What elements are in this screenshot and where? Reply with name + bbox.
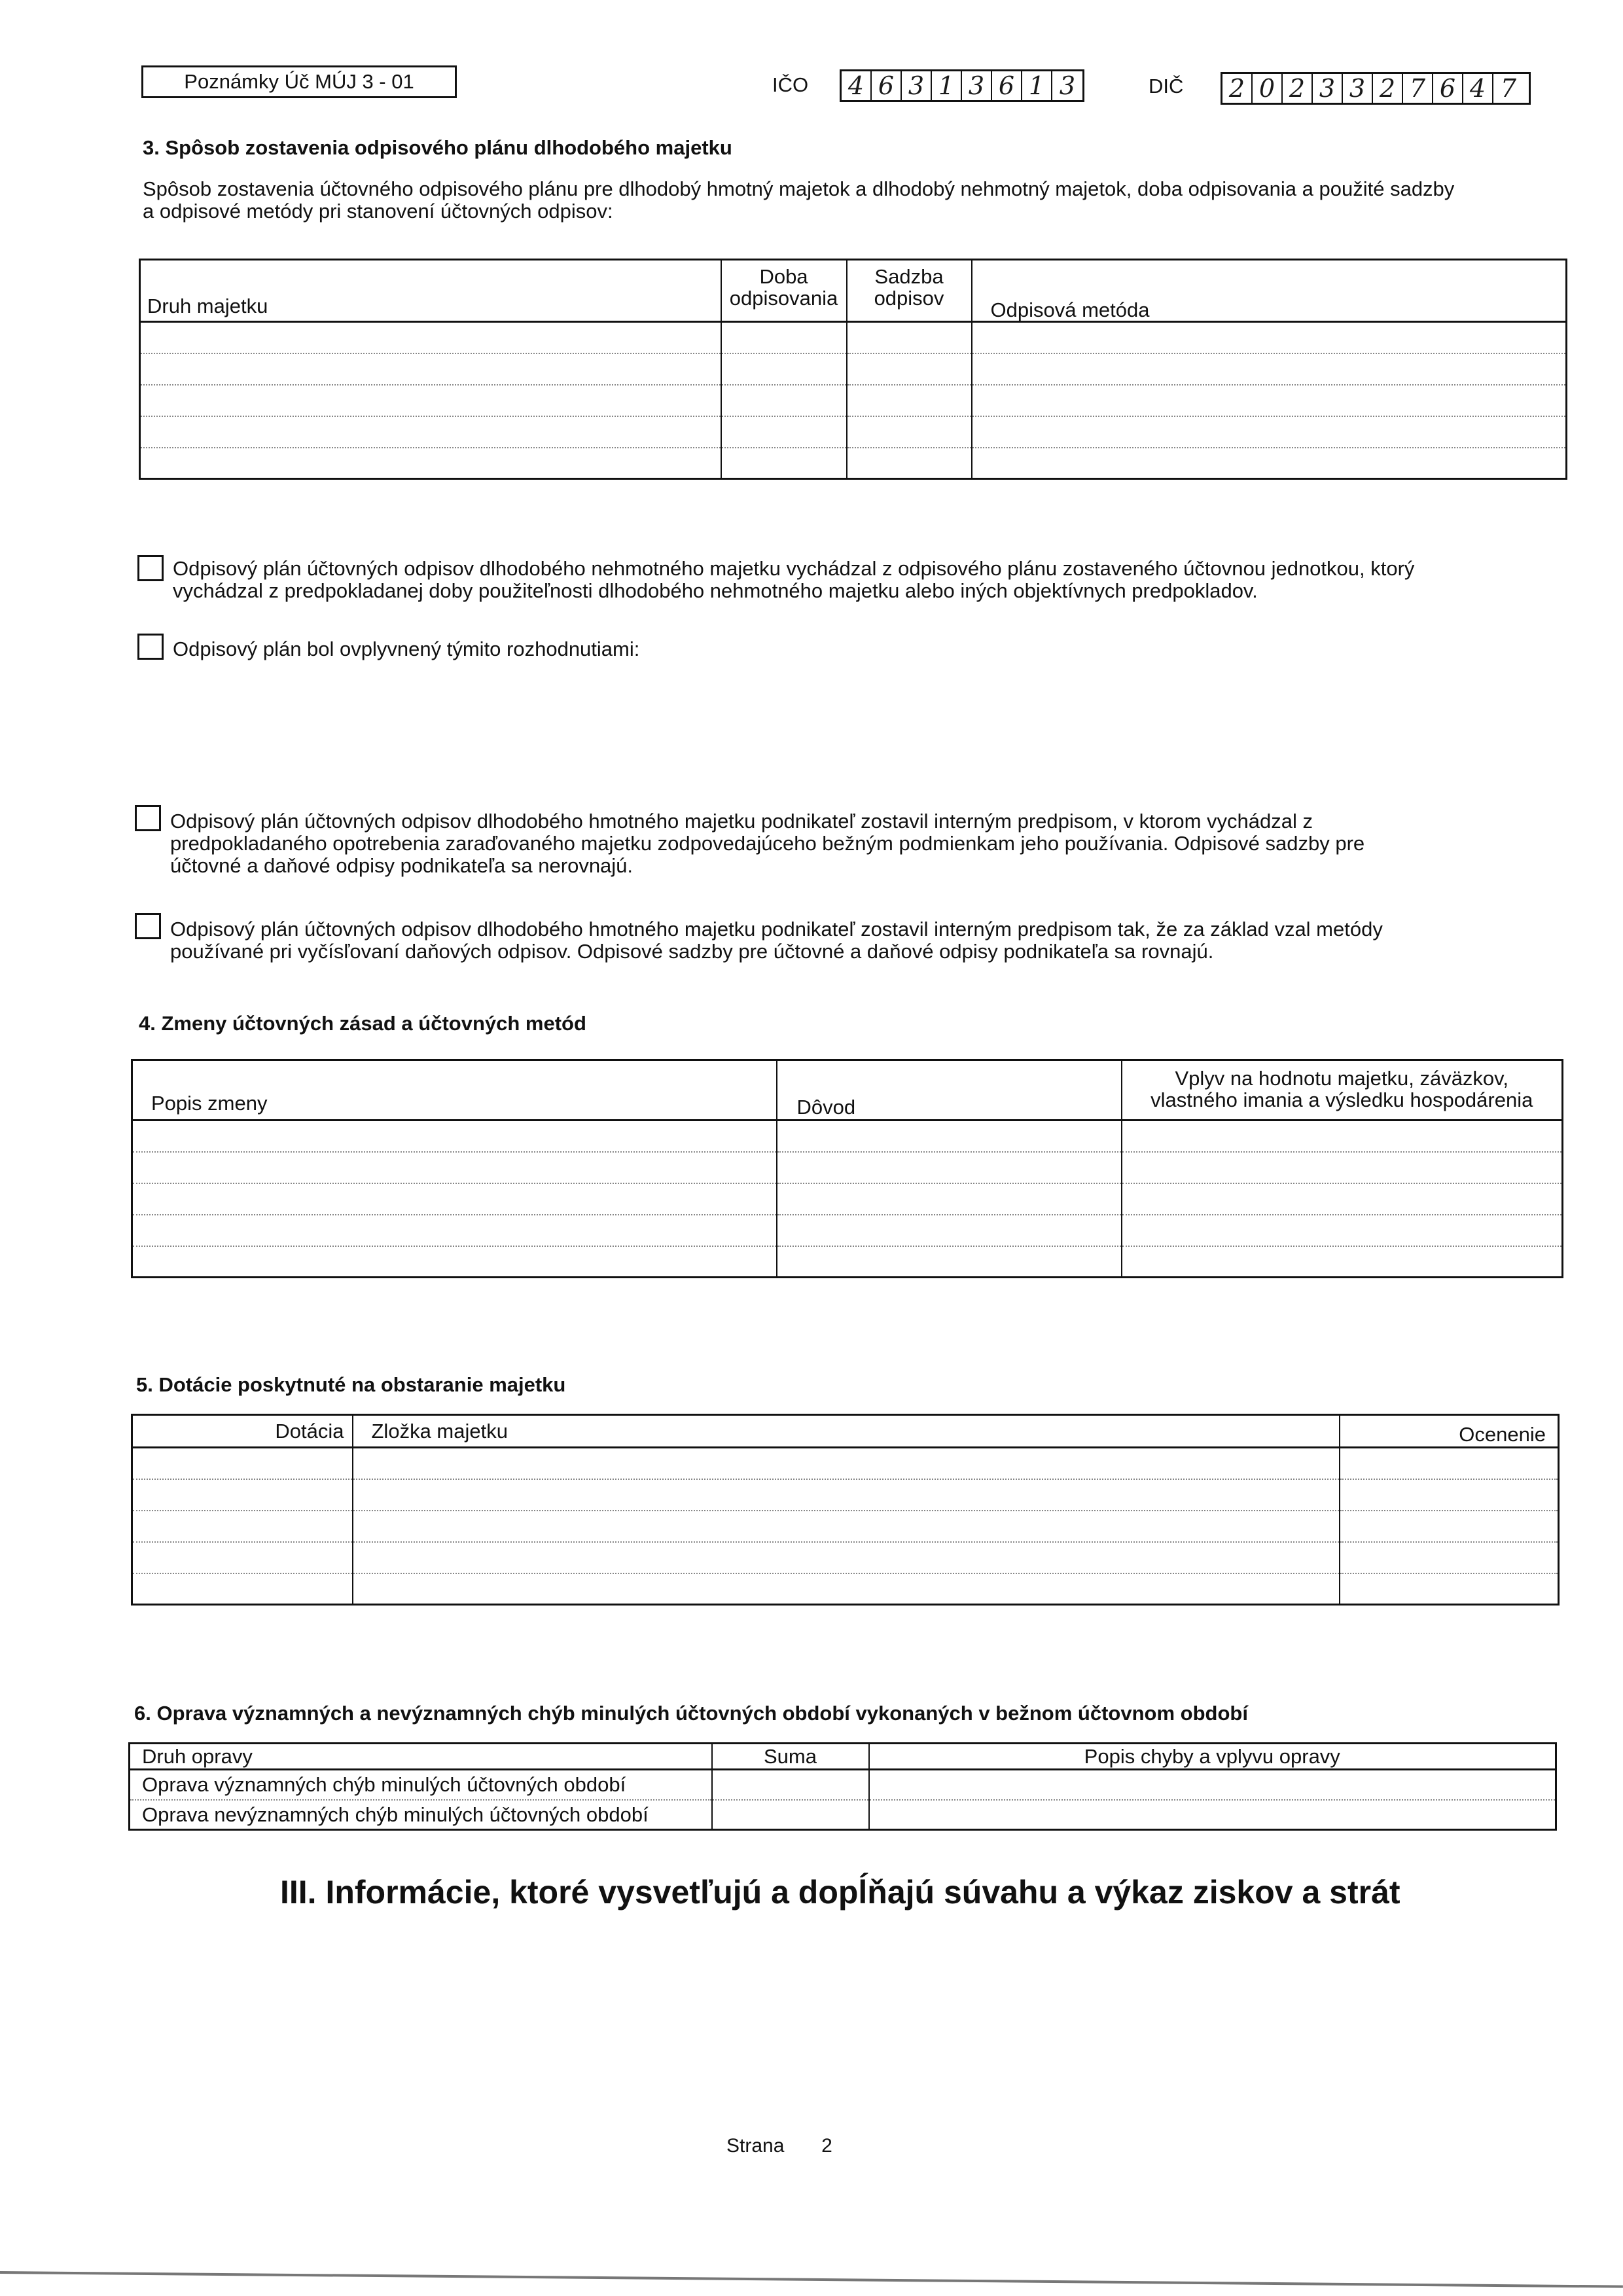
ico-digit[interactable]: 1: [932, 71, 962, 100]
table-row: [140, 353, 1567, 385]
cell-zlozka[interactable]: [353, 1542, 1340, 1573]
col-ocenenie: Ocenenie: [1340, 1415, 1559, 1448]
cell-metoda[interactable]: [972, 448, 1567, 479]
dic-digit[interactable]: 2: [1222, 74, 1253, 103]
col-sadzba-odpisov: [847, 260, 972, 322]
table-row: [132, 1542, 1559, 1573]
section-3-intro: [143, 178, 1569, 223]
checkbox-plan-influenced[interactable]: [137, 634, 164, 660]
section-4-title: 4. Zmeny účtovných zásad a účtovných metód: [139, 1012, 586, 1035]
cell-ocenenie[interactable]: [1340, 1573, 1559, 1605]
cell-popis[interactable]: [132, 1121, 777, 1152]
cell-popis[interactable]: [132, 1183, 777, 1215]
cell-popis[interactable]: [132, 1246, 777, 1278]
table-header-row: [132, 1060, 1563, 1121]
cell-metoda[interactable]: [972, 353, 1567, 385]
cell-druh-opravy: Oprava nevýznamných chýb minulých účtovných období: [130, 1800, 712, 1830]
cell-metoda[interactable]: [972, 322, 1567, 353]
table-row: [132, 1121, 1563, 1152]
cell-popis[interactable]: [132, 1152, 777, 1183]
cell-druh[interactable]: [140, 385, 721, 416]
dic-digit[interactable]: 3: [1343, 74, 1373, 103]
cell-doba[interactable]: [721, 353, 847, 385]
cell-popis-chyby[interactable]: [869, 1770, 1556, 1800]
section-6-title: 6. Oprava významných a nevýznamných chýb minulých účtovných období vykonaných v bežnom účtovnom období: [134, 1702, 1248, 1725]
table-row: [132, 1448, 1559, 1479]
cell-vplyv[interactable]: [1122, 1246, 1563, 1278]
table-row: [140, 385, 1567, 416]
cell-dovod[interactable]: [777, 1246, 1122, 1278]
cell-dovod[interactable]: [777, 1215, 1122, 1246]
part-3-title: III. Informácie, ktoré vysvetľujú a dopĺňajú súvahu a výkaz ziskov a strát: [280, 1874, 1400, 1910]
table-row: [140, 416, 1567, 448]
col-vplyv-line: vlastného imania a výsledku hospodárenia: [1150, 1088, 1533, 1111]
cell-dotacia[interactable]: [132, 1573, 353, 1605]
col-odpisova-metoda: Odpisová metóda: [972, 260, 1567, 322]
cell-sadzba[interactable]: [847, 448, 972, 479]
cell-metoda[interactable]: [972, 416, 1567, 448]
table-row: [140, 448, 1567, 479]
dic-digit[interactable]: 2: [1373, 74, 1403, 103]
cell-dotacia[interactable]: [132, 1511, 353, 1542]
cell-doba[interactable]: [721, 322, 847, 353]
checkbox-label-line: Odpisový plán účtovných odpisov dlhodobého hmotného majetku podnikateľ zostavil interným predpisom, v ktorom vychádzal z: [170, 810, 1313, 833]
cell-vplyv[interactable]: [1122, 1152, 1563, 1183]
cell-dotacia[interactable]: [132, 1542, 353, 1573]
col-sadzba-line: odpisov: [874, 287, 944, 310]
table-row: [132, 1573, 1559, 1605]
cell-popis[interactable]: [132, 1215, 777, 1246]
dic-digit[interactable]: 4: [1463, 74, 1493, 103]
dic-digit[interactable]: 6: [1433, 74, 1463, 103]
cell-zlozka[interactable]: [353, 1573, 1340, 1605]
section-5-title: 5. Dotácie poskytnuté na obstaranie majetku: [136, 1373, 566, 1396]
page-label: Strana: [726, 2135, 785, 2157]
cell-sadzba[interactable]: [847, 322, 972, 353]
cell-druh-opravy: Oprava významných chýb minulých účtovných období: [130, 1770, 712, 1800]
table-row: [130, 1800, 1556, 1830]
dic-digit[interactable]: 7: [1403, 74, 1433, 103]
cell-sadzba[interactable]: [847, 353, 972, 385]
cell-ocenenie[interactable]: [1340, 1448, 1559, 1479]
cell-vplyv[interactable]: [1122, 1121, 1563, 1152]
checkbox-label-line: predpokladaného opotrebenia zaraďovaného majetku zodpovedajúceho bežným podmienkam jeho používania. Odpisové sadzby pre: [170, 832, 1365, 855]
table-row: [130, 1770, 1556, 1800]
ico-digit[interactable]: 1: [1022, 71, 1052, 100]
checkbox-label-line: účtovné a daňové odpisy podnikateľa sa nerovnajú.: [170, 854, 633, 877]
ico-digit[interactable]: 6: [992, 71, 1022, 100]
scan-edge-line: [0, 2271, 1623, 2288]
ico-label: IČO: [772, 73, 809, 96]
col-sadzba-line: Sadzba: [874, 265, 944, 288]
dic-field[interactable]: [1221, 72, 1531, 105]
subsidies-table: [131, 1414, 1560, 1605]
table-row: [132, 1215, 1563, 1246]
section-3-title: 3. Spôsob zostavenia odpisového plánu dlhodobého majetku: [143, 136, 732, 159]
checkbox-tangible-plan-equal-label: [170, 918, 1564, 963]
cell-sadzba[interactable]: [847, 385, 972, 416]
cell-doba[interactable]: [721, 385, 847, 416]
cell-suma[interactable]: [712, 1800, 869, 1830]
checkbox-intangible-plan-label: [173, 558, 1567, 602]
checkbox-plan-influenced-label: [173, 638, 1567, 660]
dic-digit[interactable]: 0: [1253, 74, 1283, 103]
section-3-intro-line: a odpisové metódy pri stanovení účtovných odpisov:: [143, 200, 613, 223]
cell-dovod[interactable]: [777, 1183, 1122, 1215]
cell-ocenenie[interactable]: [1340, 1542, 1559, 1573]
section-3-intro-line: Spôsob zostavenia účtovného odpisového plánu pre dlhodobý hmotný majetok a dlhodobý nehmotný majetok, doba odpisovania a použité sadzby: [143, 177, 1455, 200]
col-dotacia: Dotácia: [132, 1415, 353, 1448]
corrections-table: [128, 1742, 1557, 1831]
cell-vplyv[interactable]: [1122, 1215, 1563, 1246]
col-druh-opravy: Druh opravy: [130, 1744, 712, 1770]
ico-digit[interactable]: 4: [842, 71, 872, 100]
col-vplyv-line: Vplyv na hodnotu majetku, záväzkov,: [1175, 1067, 1508, 1090]
col-doba-odpisovania: [721, 260, 847, 322]
dic-digit[interactable]: 2: [1283, 74, 1313, 103]
checkbox-label-line: Odpisový plán účtovných odpisov dlhodobého hmotného majetku podnikateľ zostavil interným predpisom tak, že za základ vzal metódy: [170, 918, 1383, 941]
cell-metoda[interactable]: [972, 385, 1567, 416]
col-doba-line: odpisovania: [729, 287, 838, 310]
cell-ocenenie[interactable]: [1340, 1479, 1559, 1511]
table-header-row: [132, 1415, 1559, 1448]
col-suma: Suma: [712, 1744, 869, 1770]
cell-doba[interactable]: [721, 448, 847, 479]
cell-sadzba[interactable]: [847, 416, 972, 448]
checkbox-tangible-plan-unequal[interactable]: [135, 805, 161, 831]
ico-field[interactable]: [840, 69, 1084, 102]
form-code: Poznámky Úč MÚJ 3 - 01: [184, 70, 414, 93]
ico-digit[interactable]: 3: [1059, 71, 1076, 100]
col-druh-majetku: Druh majetku: [140, 260, 721, 322]
table-row: [132, 1479, 1559, 1511]
checkbox-intangible-plan[interactable]: [137, 555, 164, 581]
cell-druh[interactable]: [140, 353, 721, 385]
table-row: [140, 322, 1567, 353]
page-footer: [726, 2135, 832, 2157]
cell-dovod[interactable]: [777, 1121, 1122, 1152]
table-row: [132, 1511, 1559, 1542]
cell-zlozka[interactable]: [353, 1479, 1340, 1511]
cell-popis-chyby[interactable]: [869, 1800, 1556, 1830]
form-code-box: [141, 65, 457, 98]
col-popis-zmeny: Popis zmeny: [132, 1060, 777, 1121]
table-row: [132, 1246, 1563, 1278]
table-row: [132, 1152, 1563, 1183]
cell-zlozka[interactable]: [353, 1511, 1340, 1542]
cell-druh[interactable]: [140, 448, 721, 479]
policy-changes-table: [131, 1059, 1563, 1278]
cell-dotacia[interactable]: [132, 1479, 353, 1511]
checkbox-label-line: Odpisový plán účtovných odpisov dlhodobého nehmotného majetku vychádzal z odpisového plánu zostaveného účtovnou jednotkou, ktorý: [173, 557, 1415, 580]
ico-digit[interactable]: 3: [902, 71, 932, 100]
table-header-row: [130, 1744, 1556, 1770]
cell-zlozka[interactable]: [353, 1448, 1340, 1479]
ico-digit[interactable]: 6: [872, 71, 902, 100]
checkbox-tangible-plan-unequal-label: [170, 810, 1564, 877]
col-doba-line: Doba: [759, 265, 808, 288]
depreciation-table: [139, 259, 1567, 480]
cell-ocenenie[interactable]: [1340, 1511, 1559, 1542]
checkbox-label-line: vychádzal z predpokladanej doby použiteľnosti dlhodobého nehmotného majetku alebo iných objektívnych predpokladov.: [173, 579, 1258, 602]
checkbox-label-line: Odpisový plán bol ovplyvnený týmito rozhodnutiami:: [173, 637, 640, 660]
cell-vplyv[interactable]: [1122, 1183, 1563, 1215]
cell-doba[interactable]: [721, 416, 847, 448]
page-number: 2: [821, 2135, 832, 2157]
dic-digit[interactable]: 3: [1313, 74, 1343, 103]
dic-digit[interactable]: 7: [1500, 74, 1517, 103]
dic-label: DIČ: [1149, 75, 1184, 98]
cell-dotacia[interactable]: [132, 1448, 353, 1479]
col-vplyv: [1122, 1060, 1563, 1121]
cell-druh[interactable]: [140, 416, 721, 448]
cell-suma[interactable]: [712, 1770, 869, 1800]
cell-dovod[interactable]: [777, 1152, 1122, 1183]
table-header-row: [140, 260, 1567, 322]
checkbox-tangible-plan-equal[interactable]: [135, 913, 161, 939]
col-popis-chyby: Popis chyby a vplyvu opravy: [869, 1744, 1556, 1770]
ico-digit[interactable]: 3: [962, 71, 992, 100]
col-dovod: Dôvod: [777, 1060, 1122, 1121]
col-zlozka-majetku: Zložka majetku: [353, 1415, 1340, 1448]
checkbox-label-line: používané pri vyčísľovaní daňových odpisov. Odpisové sadzby pre účtovné a daňové odpisy podnikateľa sa rovnajú.: [170, 940, 1214, 963]
table-row: [132, 1183, 1563, 1215]
cell-druh[interactable]: [140, 322, 721, 353]
